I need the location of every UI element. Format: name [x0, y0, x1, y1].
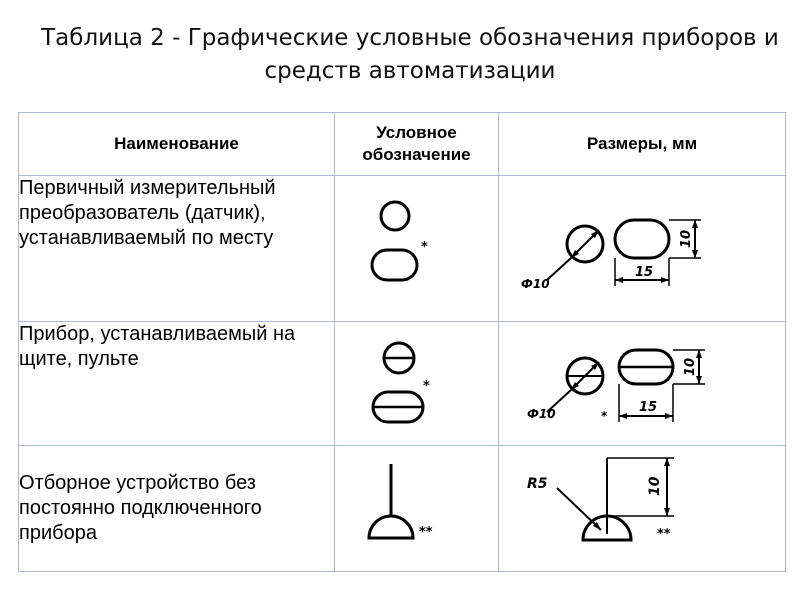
circle-and-oval-with-line-icon [335, 322, 498, 445]
circle-and-oval-icon [335, 176, 498, 321]
symbols-table [18, 112, 786, 572]
title-line-2: средств автоматизации [264, 58, 556, 84]
row-dimensions [499, 322, 786, 446]
symbol-mark: * [421, 240, 428, 255]
row-symbol [335, 322, 499, 446]
radius-label: R5 [527, 476, 548, 492]
page-title [20, 22, 800, 88]
row-dimensions [499, 176, 786, 322]
width-label: 15 [635, 265, 654, 280]
height-label: 10 [679, 229, 694, 248]
row-name: Прибор, устанавливаемый на щите, пульте [19, 322, 335, 446]
header-name: Наименование [19, 113, 335, 176]
height-label: 10 [683, 357, 698, 376]
height-label: 10 [647, 476, 663, 496]
diameter-label: Ф10 [527, 407, 556, 421]
semicircle-with-stem-icon [335, 446, 498, 571]
width-label: 15 [639, 400, 658, 415]
symbol-mark: ** [657, 527, 671, 542]
table-header-row [19, 113, 786, 176]
table-row [19, 446, 786, 572]
header-symbol: Условное обозначение [335, 113, 499, 176]
dimension-drawing-icon [499, 446, 785, 571]
symbol-mark: * [601, 409, 608, 423]
dimension-drawing-icon [499, 176, 785, 321]
row-name: Отборное устройство без постоянно подключенного прибора [19, 446, 335, 572]
dimension-drawing-icon [499, 322, 785, 445]
diameter-label: Ф10 [521, 277, 550, 291]
title-line-1: Таблица 2 - Графические условные обозначения приборов и [41, 25, 779, 51]
row-symbol [335, 176, 499, 322]
row-dimensions [499, 446, 786, 572]
row-symbol [335, 446, 499, 572]
symbol-mark: ** [419, 525, 433, 540]
table-row [19, 322, 786, 446]
table-row [19, 176, 786, 322]
header-dimensions: Размеры, мм [499, 113, 786, 176]
symbol-mark: * [423, 379, 430, 394]
row-name: Первичный измерительный преобразователь (датчик), устанавливаемый по месту [19, 176, 335, 322]
